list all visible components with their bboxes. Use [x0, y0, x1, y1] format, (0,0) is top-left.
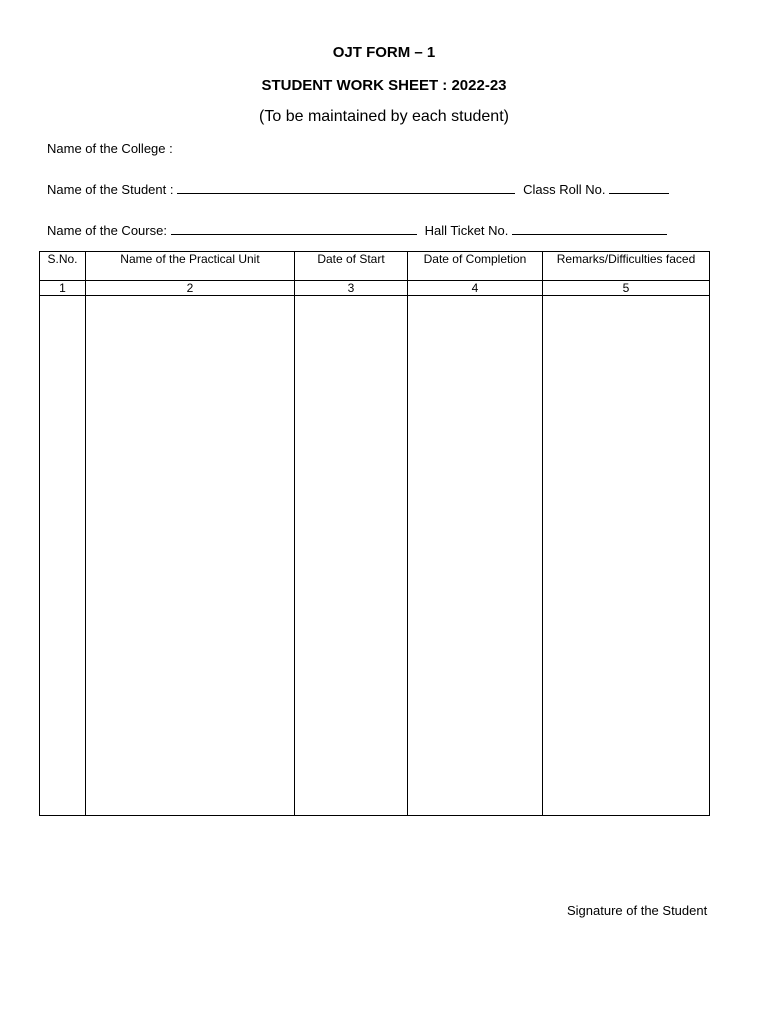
- sheet-title: STUDENT WORK SHEET : 2022-23: [261, 77, 507, 94]
- work-sheet-table-wrap: [39, 251, 709, 821]
- class-roll-label: Class Roll No.: [523, 182, 606, 197]
- course-name-label: Name of the Course:: [47, 223, 167, 238]
- sheet-subtitle: (To be maintained by each student): [259, 108, 509, 125]
- col-header-remarks: Remarks/Difficulties faced: [543, 252, 710, 281]
- hall-ticket-label: Hall Ticket No.: [424, 223, 509, 238]
- entry-cell-date-start[interactable]: [295, 296, 408, 816]
- table-entry-row: [40, 296, 710, 816]
- entry-cell-remarks[interactable]: [543, 296, 710, 816]
- col-number: 5: [543, 281, 710, 296]
- col-number: 1: [40, 281, 86, 296]
- college-label: Name of the College :: [47, 141, 173, 156]
- student-field-row: [47, 182, 669, 197]
- student-name-label: Name of the Student :: [47, 182, 174, 197]
- student-name-blank[interactable]: [177, 182, 515, 194]
- work-sheet-table: [39, 251, 710, 816]
- entry-cell-date-completion[interactable]: [408, 296, 543, 816]
- student-signature-label: Signature of the Student: [567, 903, 708, 918]
- col-number: 2: [86, 281, 295, 296]
- table-header-row: [40, 252, 710, 281]
- col-number: 4: [408, 281, 543, 296]
- col-header-practical-unit: Name of the Practical Unit: [86, 252, 295, 281]
- class-roll-blank[interactable]: [609, 182, 669, 194]
- entry-cell-practical-unit[interactable]: [86, 296, 295, 816]
- col-header-date-start: Date of Start: [295, 252, 408, 281]
- hall-ticket-blank[interactable]: [512, 223, 667, 235]
- form-title: OJT FORM – 1: [332, 44, 436, 61]
- col-number: 3: [295, 281, 408, 296]
- college-field-row: [47, 141, 173, 156]
- course-field-row: [47, 223, 667, 238]
- entry-cell-sno[interactable]: [40, 296, 86, 816]
- column-number-row: [40, 281, 710, 296]
- col-header-date-completion: Date of Completion: [408, 252, 543, 281]
- col-header-sno: S.No.: [40, 252, 86, 281]
- course-name-blank[interactable]: [171, 223, 417, 235]
